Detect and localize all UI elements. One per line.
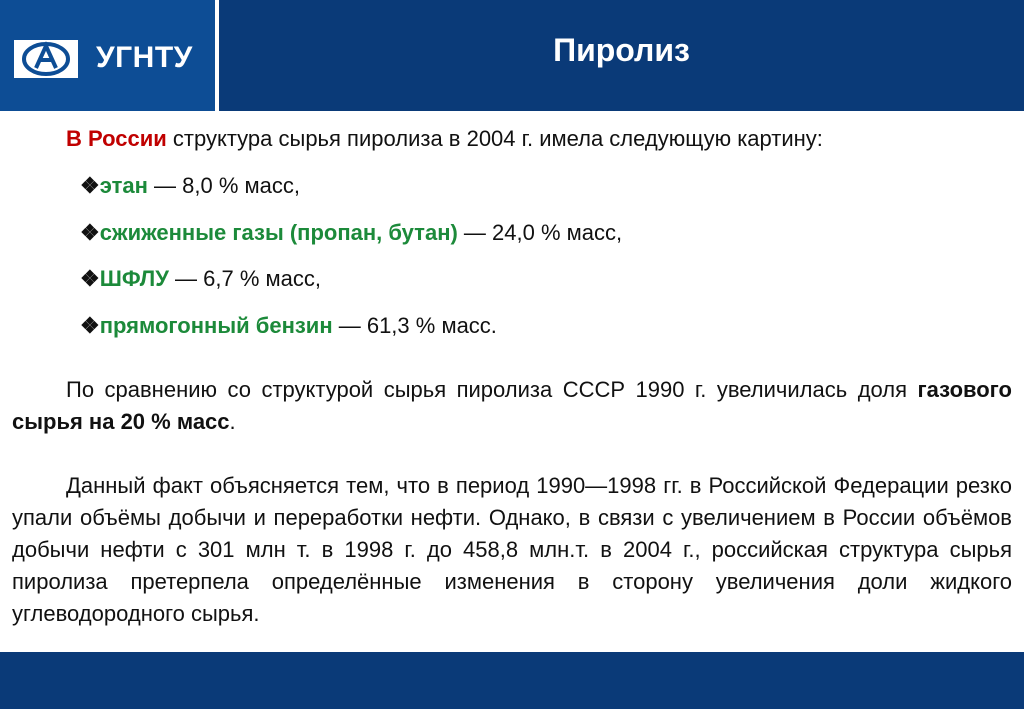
diamond-bullet-icon: ❖ [80, 173, 100, 198]
bullet-item [80, 170, 960, 202]
bullet-value: — 24,0 % масс, [457, 220, 623, 245]
paragraph2-text: Данный факт объясняется тем, что в период 1990—1998 гг. в Российской Федерации резко упали объёмы добычи и переработки нефти. Однако, в связи с увеличением в России объёмов добычи нефти с 301 млн т. в 1998 г. до 458,8 млн.т. в 2004 г., российская структура сырья пиролиза претерпела определённые изменения в сторону увеличения доли жидкого углеводородного сырья. [12, 473, 1012, 626]
paragraph1-bold: газового сырья на 20 % масс [12, 377, 1012, 434]
bullet-item [80, 263, 960, 295]
bullet-name: этан [99, 173, 148, 198]
paragraph1-text: По сравнению со структурой сырья пиролиза СССР 1990 г. увеличилась доля [66, 377, 918, 402]
explanation-paragraph [12, 470, 1012, 630]
bullet-name: прямогонный бензин [99, 313, 333, 338]
logo-block [0, 0, 215, 111]
page-title: Пиролиз [553, 32, 690, 68]
bullet-item [80, 310, 960, 342]
diamond-bullet-icon: ❖ [80, 220, 100, 245]
diamond-bullet-icon: ❖ [80, 313, 100, 338]
slide-footer [0, 652, 1024, 709]
intro-highlight: В России [66, 126, 167, 151]
bullet-value: — 6,7 % масс, [168, 266, 321, 291]
bullet-item [80, 217, 960, 249]
title-block [219, 0, 1024, 111]
intro-body: структура сырья пиролиза в 2004 г. имела следующую картину: [166, 126, 823, 151]
org-name: УГНТУ [96, 41, 193, 74]
university-emblem-icon [14, 40, 78, 78]
diamond-bullet-icon: ❖ [80, 266, 100, 291]
comparison-paragraph [12, 374, 1012, 438]
paragraph1-end: . [229, 409, 236, 434]
slide-header [0, 0, 1024, 111]
bullet-name: ШФЛУ [99, 266, 169, 291]
bullet-value: — 61,3 % масс. [332, 313, 497, 338]
bullet-value: — 8,0 % масс, [147, 173, 300, 198]
intro-text [66, 123, 1006, 155]
bullet-name: сжиженные газы (пропан, бутан) [99, 220, 458, 245]
